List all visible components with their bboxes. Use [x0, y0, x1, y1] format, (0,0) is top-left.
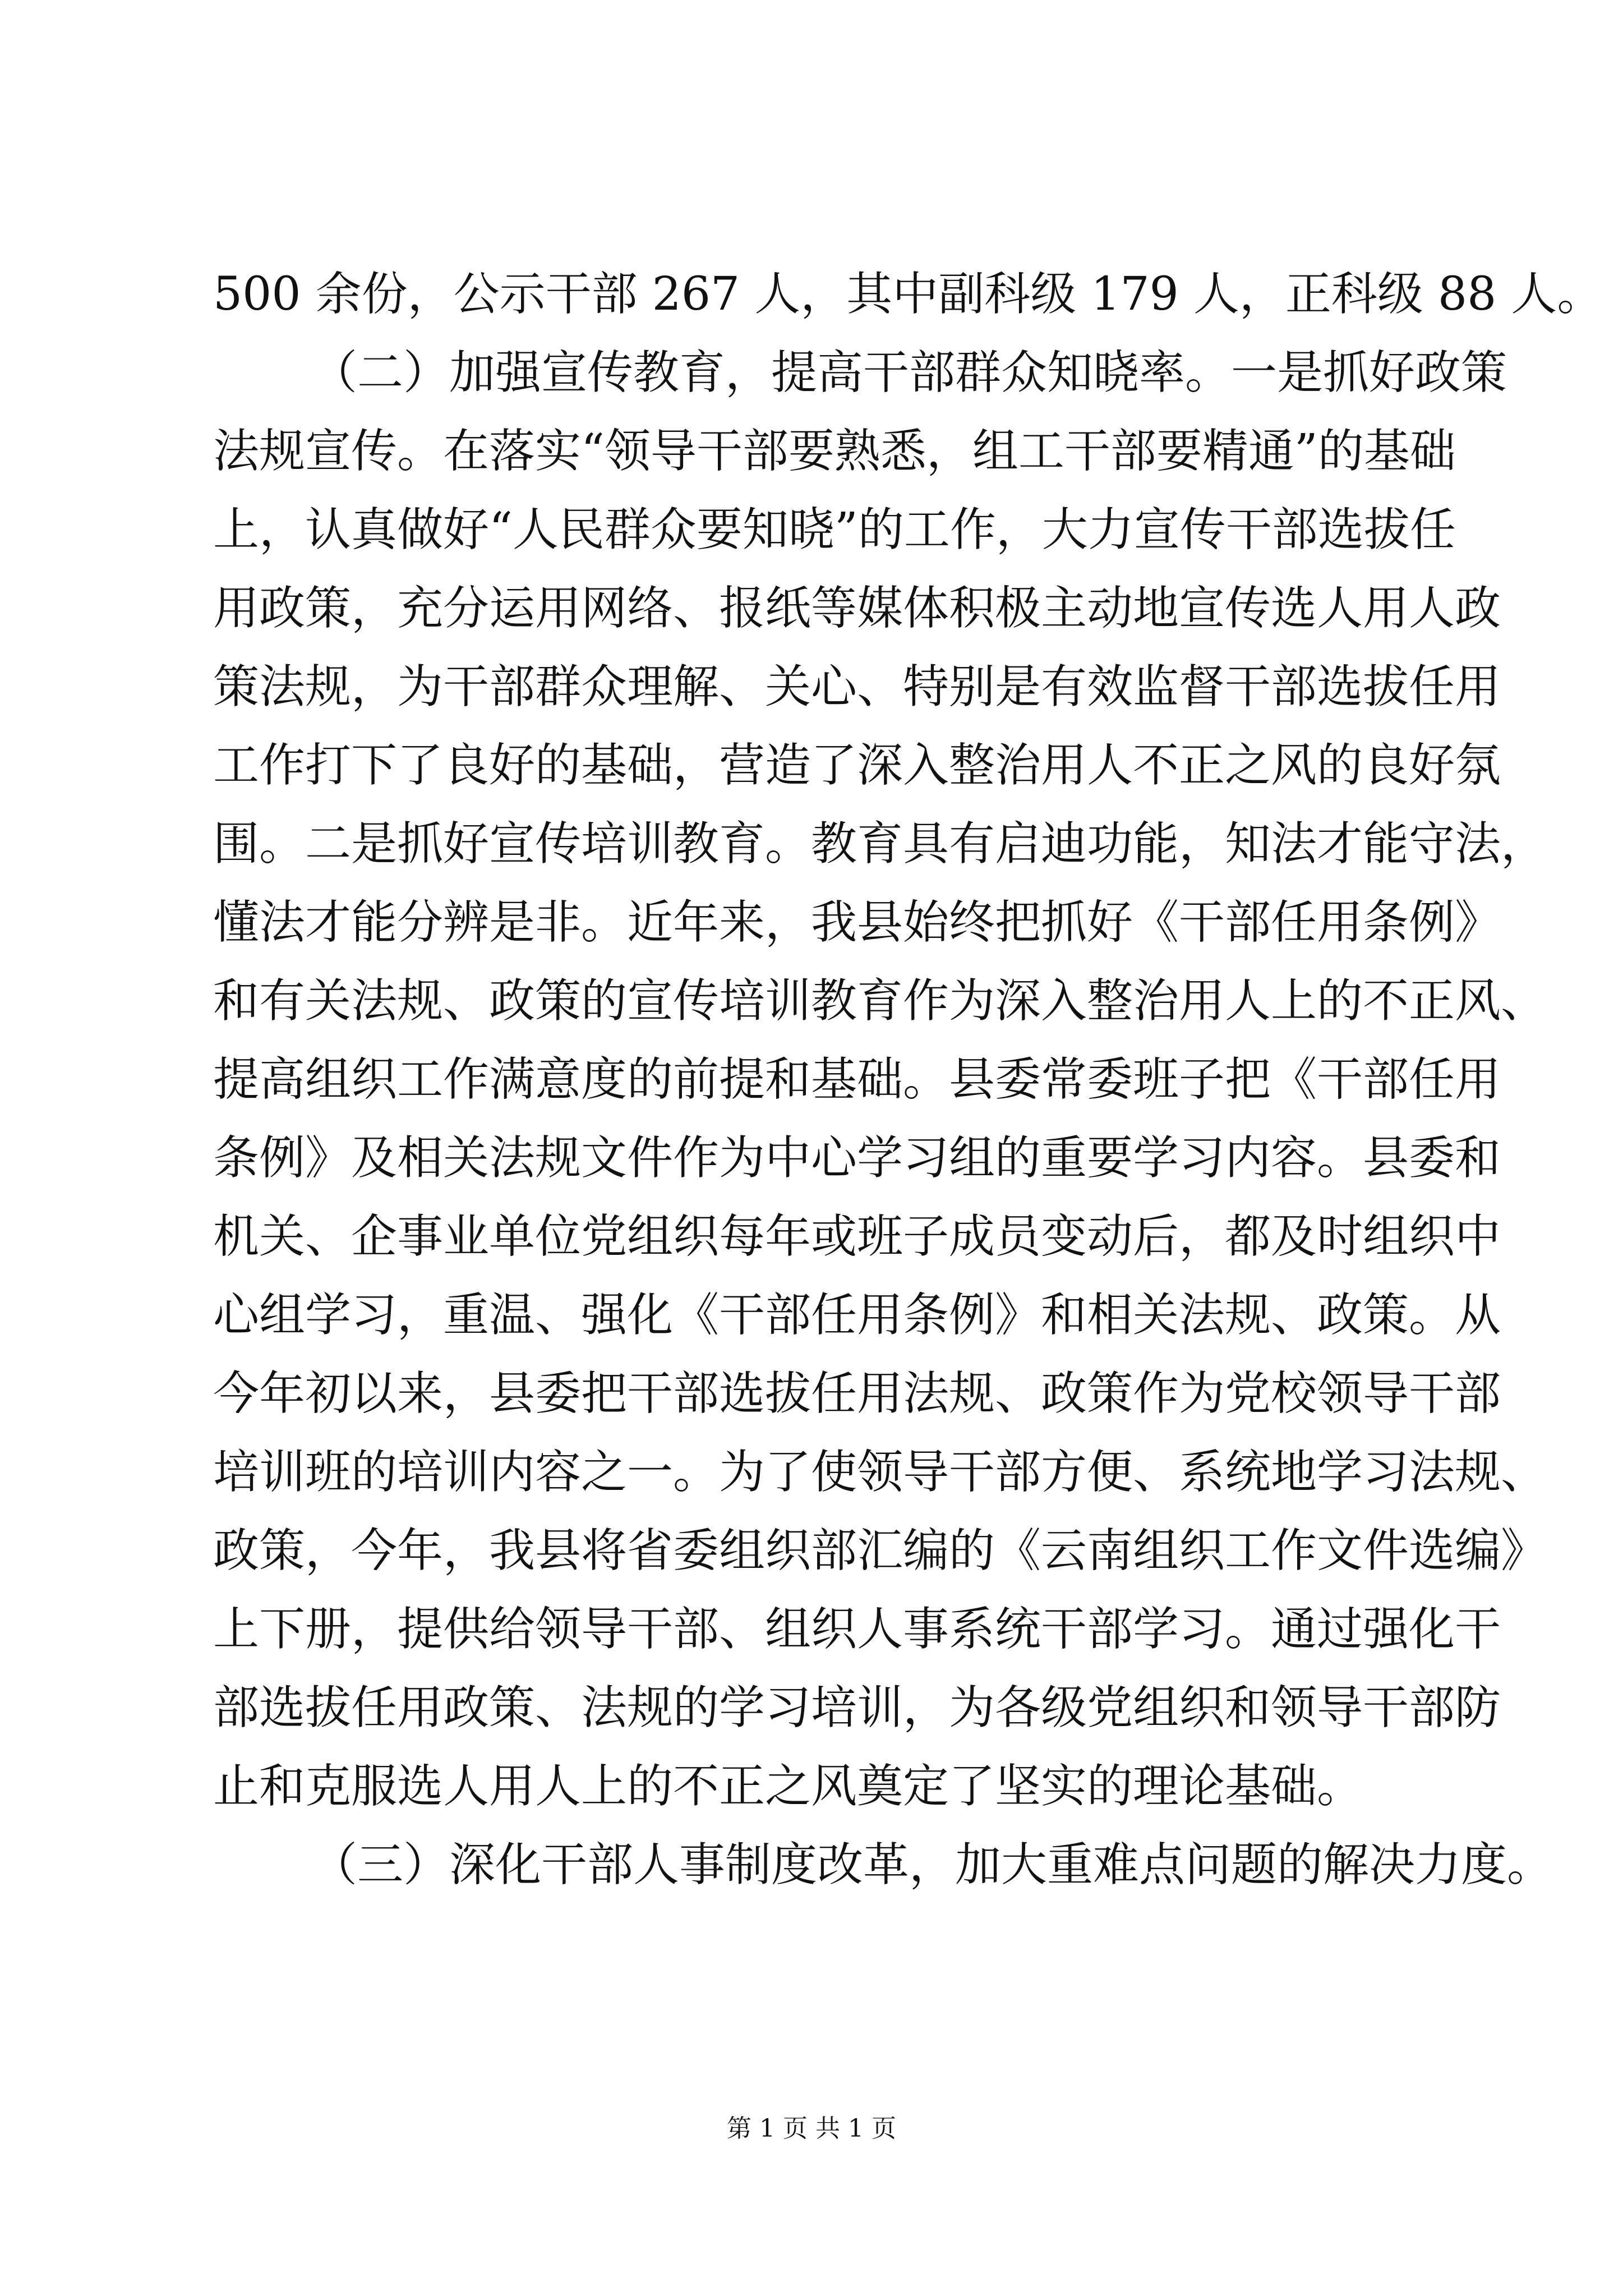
text-line: 懂法才能分辨是非。近年来，我县始终把抓好《干部任用条例》	[213, 896, 1501, 949]
text-line: 用政策，充分运用网络、报纸等媒体积极主动地宣传选人用人政	[213, 582, 1501, 635]
text-line: 工作打下了良好的基础，营造了深入整治用人不正之风的良好氛	[213, 739, 1501, 792]
text-line: 上，认真做好“人民群众要知晓”的工作，大力宣传干部选拔任	[213, 503, 1456, 556]
section-heading-line: （二）加强宣传教育，提高干部群众知晓率。一是抓好政策	[311, 346, 1507, 399]
text-line: 上下册，提供给领导干部、组织人事系统干部学习。通过强化干	[213, 1603, 1501, 1656]
page-number-footer: 第 1 页 共 1 页	[727, 2114, 896, 2143]
text-line: 政策，今年，我县将省委组织部汇编的《云南组织工作文件选编》	[213, 1524, 1547, 1577]
text-line: 提高组织工作满意度的前提和基础。县委常委班子把《干部任用	[213, 1053, 1501, 1106]
text-line: 法规宣传。在落实“领导干部要熟悉，组工干部要精通”的基础	[213, 425, 1456, 478]
text-line: 策法规，为干部群众理解、关心、特别是有效监督干部选拔任用	[213, 660, 1501, 714]
text-line: 围。二是抓好宣传培训教育。教育具有启迪功能，知法才能守法，	[213, 817, 1547, 871]
text-line: 止和克服选人用人上的不正之风奠定了坚实的理论基础。	[213, 1760, 1363, 1813]
text-line: 今年初以来，县委把干部选拔任用法规、政策作为党校领导干部	[213, 1367, 1501, 1420]
text-line: 心组学习，重温、强化《干部任用条例》和相关法规、政策。从	[213, 1289, 1501, 1342]
text-line: 机关、企事业单位党组织每年或班子成员变动后，都及时组织中	[213, 1210, 1501, 1263]
text-line: 和有关法规、政策的宣传培训教育作为深入整治用人上的不正风、	[213, 974, 1547, 1028]
section-heading-line: （三）深化干部人事制度改革，加大重难点问题的解决力度。	[311, 1838, 1553, 1892]
text-line: 500 余份，公示干部 267 人，其中副科级 179 人，正科级 88 人。	[213, 268, 1603, 321]
text-line: 培训班的培训内容之一。为了使领导干部方便、系统地学习法规、	[213, 1446, 1547, 1499]
text-line: 条例》及相关法规文件作为中心学习组的重要学习内容。县委和	[213, 1131, 1501, 1185]
text-line: 部选拔任用政策、法规的学习培训，为各级党组织和领导干部防	[213, 1681, 1501, 1734]
